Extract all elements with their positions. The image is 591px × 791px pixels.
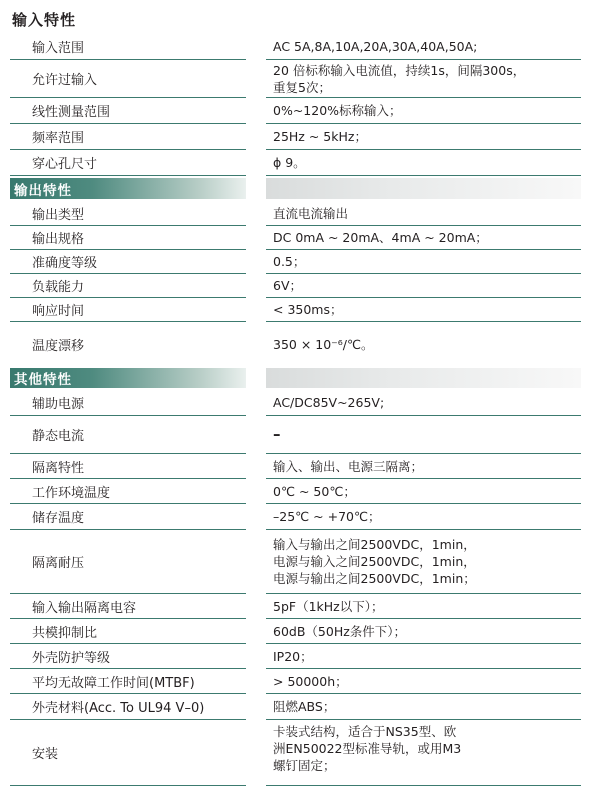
spec-label: 响应时间 bbox=[10, 298, 246, 322]
spec-label: 安装 bbox=[10, 720, 246, 786]
spec-label: 辅助电源 bbox=[10, 390, 246, 416]
spec-value: 卡装式结构，适合于NS35型、欧 洲EN50022型标准导轨，或用M3 螺钉固定； bbox=[266, 720, 581, 786]
spec-row bbox=[0, 226, 591, 250]
spec-row bbox=[0, 390, 591, 416]
spec-value: 20 倍标称输入电流值，持续1s，间隔300s， 重复5次； bbox=[266, 60, 581, 98]
spec-label: 输入输出隔离电容 bbox=[10, 594, 246, 619]
section-title-input: 输入特性 bbox=[12, 10, 77, 29]
spec-value: 5pF（1kHz以下）； bbox=[266, 594, 581, 619]
spec-label: 储存温度 bbox=[10, 504, 246, 530]
spec-row bbox=[0, 201, 591, 226]
spec-value: –25℃ ~ +70℃； bbox=[266, 504, 581, 530]
spec-label: 隔离特性 bbox=[10, 454, 246, 479]
spec-row bbox=[0, 34, 591, 60]
spec-row bbox=[0, 322, 591, 366]
spec-label: 穿心孔尺寸 bbox=[10, 150, 246, 176]
spec-value: 25Hz ~ 5kHz； bbox=[266, 124, 581, 150]
spec-label: 频率范围 bbox=[10, 124, 246, 150]
section-header-output bbox=[0, 178, 591, 199]
section-header-input bbox=[0, 8, 591, 30]
spec-label: 平均无故障工作时间(MTBF) bbox=[10, 669, 246, 694]
spec-label: 输入范围 bbox=[10, 34, 246, 60]
spec-row bbox=[0, 298, 591, 322]
spec-row bbox=[0, 694, 591, 720]
spec-row bbox=[0, 644, 591, 669]
spec-row bbox=[0, 454, 591, 479]
spec-label: 温度漂移 bbox=[32, 338, 85, 354]
spec-row bbox=[0, 619, 591, 644]
spec-row bbox=[0, 98, 591, 124]
spec-row bbox=[0, 504, 591, 530]
spec-row bbox=[0, 669, 591, 694]
spec-label: 允许过输入 bbox=[10, 60, 246, 98]
spec-value: ϕ 9。 bbox=[266, 150, 581, 176]
section-title-output: 输出特性 bbox=[14, 182, 72, 199]
spec-value: 350 × 10⁻⁶/℃。 bbox=[273, 336, 374, 352]
section-header-other bbox=[0, 368, 591, 388]
spec-value: 6V； bbox=[266, 274, 581, 298]
spec-value: 输入与输出之间2500VDC，1min， 电源与输入之间2500VDC，1min， 电源与输出之间2500VDC，1min； bbox=[266, 530, 581, 594]
spec-label: 共模抑制比 bbox=[10, 619, 246, 644]
spec-value: AC 5A,8A,10A,20A,30A,40A,50A; bbox=[266, 34, 581, 60]
spec-label: 工作环境温度 bbox=[10, 479, 246, 504]
spec-value: > 50000h； bbox=[266, 669, 581, 694]
spec-row bbox=[0, 720, 591, 786]
spec-value: 阻燃ABS； bbox=[266, 694, 581, 720]
spec-label: 隔离耐压 bbox=[10, 530, 246, 594]
spec-value: 0%~120%标称输入； bbox=[266, 98, 581, 124]
spec-row bbox=[0, 150, 591, 176]
spec-value: AC/DC85V~265V; bbox=[266, 390, 581, 416]
spec-label: 线性测量范围 bbox=[10, 98, 246, 124]
spec-row bbox=[0, 530, 591, 594]
spec-value: – bbox=[266, 416, 581, 454]
spec-row bbox=[0, 594, 591, 619]
spec-value: 直流电流输出 bbox=[266, 201, 581, 226]
spec-row bbox=[0, 416, 591, 454]
spec-value: DC 0mA ~ 20mA、4mA ~ 20mA； bbox=[266, 226, 581, 250]
spec-value: 输入、输出、电源三隔离； bbox=[266, 454, 581, 479]
spec-value: < 350ms； bbox=[266, 298, 581, 322]
spec-value: 0℃ ~ 50℃； bbox=[266, 479, 581, 504]
spec-label: 外壳材料(Acc. To UL94 V–0) bbox=[10, 694, 246, 720]
spec-row bbox=[0, 479, 591, 504]
section-title-other: 其他特性 bbox=[14, 372, 72, 388]
spec-row bbox=[0, 274, 591, 298]
spec-label: 静态电流 bbox=[10, 416, 246, 454]
spec-label: 输出规格 bbox=[10, 226, 246, 250]
spec-value: IP20； bbox=[266, 644, 581, 669]
spec-label: 准确度等级 bbox=[10, 250, 246, 274]
spec-value: 0.5； bbox=[266, 250, 581, 274]
spec-label: 输出类型 bbox=[10, 201, 246, 226]
spec-row bbox=[0, 124, 591, 150]
spec-label: 外壳防护等级 bbox=[10, 644, 246, 669]
spec-value: 60dB（50Hz条件下）； bbox=[266, 619, 581, 644]
spec-label: 负载能力 bbox=[10, 274, 246, 298]
spec-row bbox=[0, 250, 591, 274]
spec-row bbox=[0, 60, 591, 98]
